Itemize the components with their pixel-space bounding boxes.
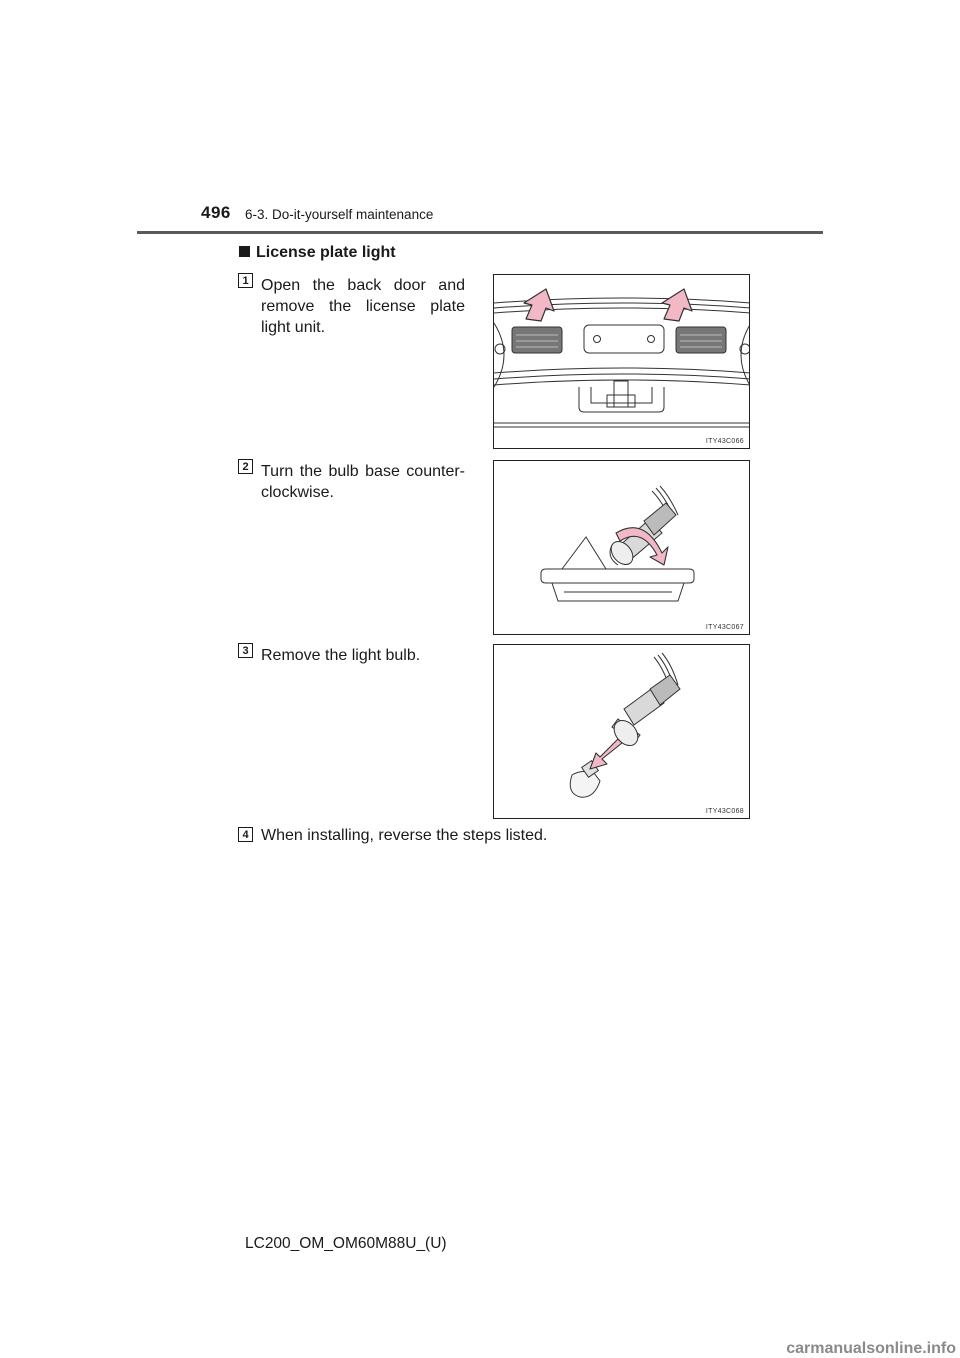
step-badge-1: 1	[238, 273, 253, 288]
step-badge-2: 2	[238, 459, 253, 474]
figure-remove-light-unit	[493, 274, 750, 449]
heading-square-icon	[239, 246, 250, 257]
step-text-3: Remove the light bulb.	[261, 647, 421, 664]
figure-remove-bulb	[493, 644, 750, 819]
figure-code-2: ITY43C067	[705, 624, 744, 631]
figure-turn-bulb-base	[493, 460, 750, 635]
section-heading	[239, 244, 396, 262]
step-text-1: Open the back door and remove the license plate light unit.	[261, 277, 465, 336]
footer-doc-code: LC200_OM_OM60M88U_(U)	[245, 1235, 447, 1252]
step-text-2: Turn the bulb base counter-clockwise.	[261, 463, 465, 501]
figure-code-1: ITY43C066	[705, 438, 744, 445]
header-rule	[137, 231, 823, 234]
step-badge-3: 3	[238, 643, 253, 658]
step-text-4: When installing, reverse the steps listed.	[261, 827, 548, 844]
section-title: 6-3. Do-it-yourself maintenance	[245, 207, 434, 222]
heading-text: License plate light	[256, 244, 396, 261]
page-number: 496	[201, 203, 231, 222]
figure-code-3: ITY43C068	[705, 808, 744, 815]
watermark: carmanualsonline.info	[786, 1340, 956, 1357]
step-badge-4: 4	[238, 827, 253, 842]
